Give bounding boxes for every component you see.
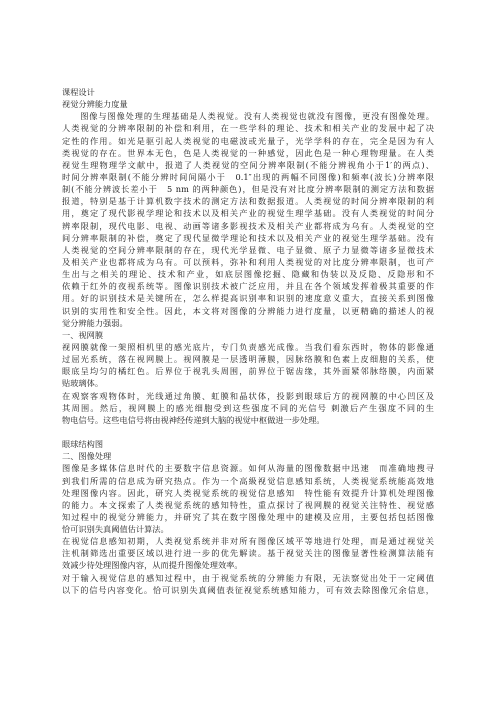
text-line: 知过程中的视觉分辨能力，并研究了其在数字图像处理中的建模及应用，主要包括包括图像 <box>62 511 434 522</box>
text-line: 辨率限制，现代电影、电视、动画等诸多影视技术及相关产业都将成为乌有。人类视觉的空 <box>62 220 434 231</box>
text-line: 图像是多媒体信息时代的主要数字信息资源。如何从海量的图像数据中迅速 而准确地搜寻 <box>62 463 434 474</box>
text-line: 图像与图像处理的生理基础是人类视觉。没有人类视觉也就没有图像，更没有图像处理。 <box>62 111 434 122</box>
text-line: 报道，特别是基于计算机数字技术的测定方法和数据报道。人类视觉的时间分辨率限制的利 <box>62 196 434 207</box>
text-line: 注机制筛选出重要区域以进行进一步的优先解读。基于视觉关注的图像显著性检测算法能有 <box>62 548 434 559</box>
text-line: 效减少待处理图像内容，从而提升图像处理效率。 <box>62 560 243 571</box>
text-line: 的能力。本文探索了人类视觉系统的感知特性，重点探讨了视网膜的视觉关注特性、视觉感 <box>62 499 434 510</box>
text-line: 眼底呈均匀的橘红色。后界位于视乳头周围，前界位于锯齿缘，其外面紧邻脉络膜，内面紧 <box>62 366 434 377</box>
text-line: 以下的信号内容变化。恰可识别失真阈值表征视觉系统感知能力，可有效去除图像冗余信息， <box>62 584 434 595</box>
text-line: 人类视觉的空间分辨率限制的存在，现代光学显微、电子显微、原子力显微等诸多显微技术 <box>62 244 434 255</box>
text-line: 人类视觉的分辨率限制的补偿和利用，在一些学科的理论、技术和相关产业的发展中起了决 <box>62 123 434 134</box>
text-line: 生出与之相关的理论、技术和产业，如底层图像挖掘、隐藏和伪装以及反隐、反隐形和不 <box>62 269 434 280</box>
text-line: 定性的作用。如光是驱引起人类视觉的电磁波或光量子，光学学科的存在，完全是因为有人 <box>62 135 434 146</box>
text-line: 间分辨率限制的补偿，奠定了现代显微学理论和技术以及相关产业的视觉生理学基础。没有 <box>62 232 434 243</box>
text-line: 觉分辨能力强弱。 <box>62 317 128 328</box>
text-line: 其周围。然后，视网膜上的感光细胞受到这些强度不同的光信号 刺激后产生强度不同的生 <box>62 402 434 413</box>
text-line: 到我们所需的信息成为研究热点。作为一个高級视觉信息感知系统，人类视觉系统能高效地 <box>62 475 434 486</box>
diagram-caption: 眼球结构图 <box>62 439 104 450</box>
text-line: 视觉生理物理学文献中，报道了人类视觉的空间分辨率限制(不能分辨视角小于1′的两点)、 <box>62 159 434 170</box>
text-line: 贴玻璃体。 <box>62 378 104 389</box>
section-heading-image-processing: 二、图像处理 <box>62 451 112 462</box>
text-line: 在视觉信息感知初期，人类视觉系统并非对所有图像区域平等地进行处理，而是通过视觉关 <box>62 536 434 547</box>
intro-paragraph <box>62 110 434 329</box>
blank-line <box>62 426 434 438</box>
text-line: 识别的实用性和安全性。因此，本文将对图像的分辨能力进行度量，以更精确的描述人的视 <box>62 305 434 316</box>
text-line: 处理图像内容。因此，研究人类视觉系统的视觉信息感知 特性能有效提升计算机处理图像 <box>62 487 434 498</box>
text-line: 制(不能分辨波长差小于 5 nm 的两种颜色)，但是没有对比度分辨率限制的测定方法和数据 <box>62 184 434 195</box>
retina-paragraph <box>62 341 434 426</box>
document-title: 视觉分辨能力度量 <box>62 99 128 110</box>
text-line: 用，奠定了现代影视学理论和技术以及相关产业的视觉生理学基础。没有人类视觉的时间分 <box>62 208 434 219</box>
text-line: 在观察客观物体时，光线通过角膜、虹膜和晶状体，投影到眼球后方的视网膜的中心凹区及 <box>62 390 434 401</box>
text-line: 依赖于红外的夜视系统等。图像识别技术被广泛应用，并且在各个领域发挥着极其重要的作 <box>62 281 434 292</box>
document-header: 课程设计 <box>62 87 95 97</box>
text-line: 过屈光系统，落在视网膜上。视网膜是一层透明薄膜，因脉络膜和色素上皮细胞的关系，使 <box>62 354 434 365</box>
document-page <box>62 86 434 596</box>
text-line: 对于输入视觉信息的感知过程中，由于视觉系统的分辨能力有限，无法察觉出处于一定阈值 <box>62 572 434 583</box>
section-heading-retina: 一、视网膜 <box>62 329 104 340</box>
text-line: 用。好的识别技术是关键所在，怎么样提高识别率和识别的速度意义重大，直接关系到图像 <box>62 293 434 304</box>
text-line: 及相关产业也都将成为乌有。可以预料，弥补和利用人类视觉的对比度分辨率限制，也可产 <box>62 256 434 267</box>
text-line: 视网膜就像一架照相机里的感光底片，专门负责感光成像。当我们看东西时，物体的影像通 <box>62 341 434 352</box>
text-line: 物电信号。这些电信号将由视神经传递到大脑的视觉中枢做进一步处理。 <box>62 414 325 425</box>
text-line: 时间分辨率限制(不能分辨时间间隔小于 0.1″出现的两幅不同图像)和频率(波长)分辨率限 <box>62 171 434 182</box>
text-line: 恰可识别失真阈值估计算法。 <box>62 524 169 535</box>
image-processing-paragraph <box>62 462 434 596</box>
text-line: 类视觉的存在。世界本无色，色是人类视觉的一种感觉，因此色是一种心理物理量。在人类 <box>62 147 434 158</box>
